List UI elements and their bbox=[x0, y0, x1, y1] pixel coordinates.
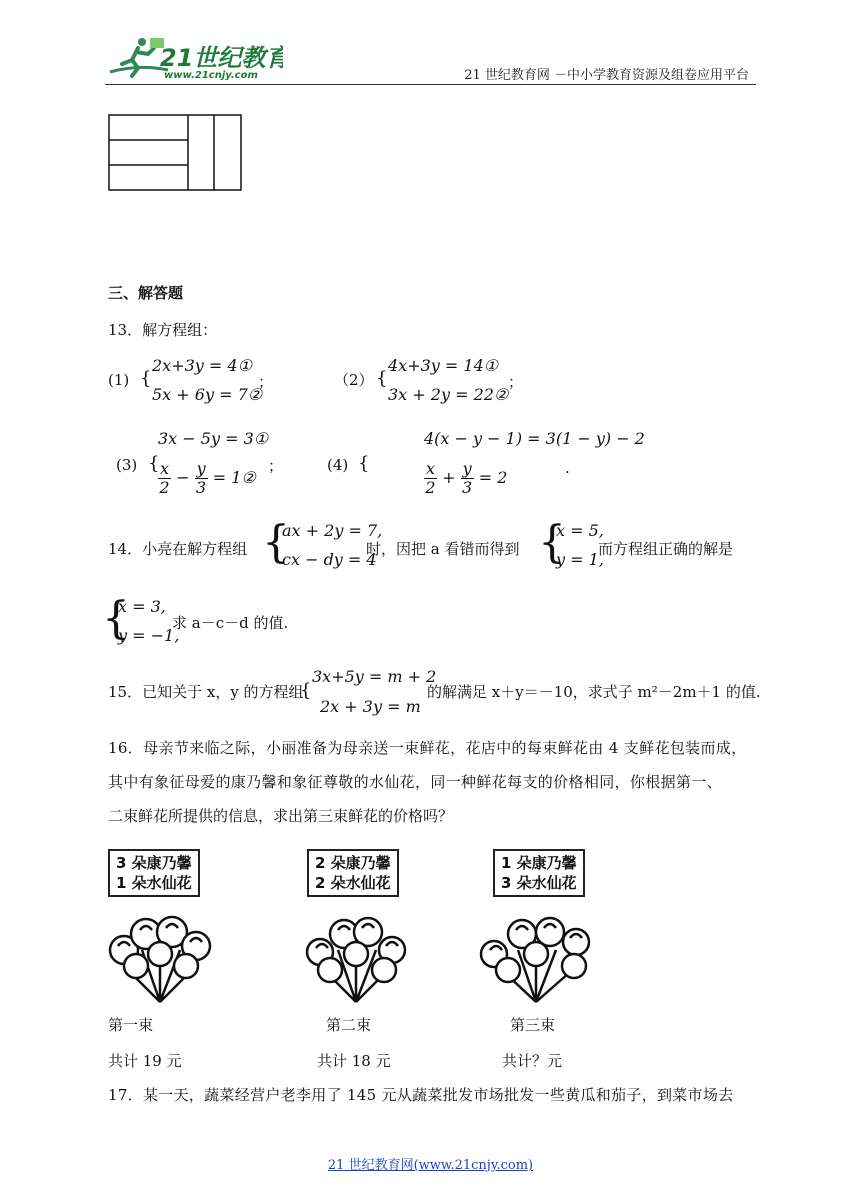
logo-sub-text: www.21cnjy.com bbox=[164, 70, 258, 80]
bouquet-3-flower-icon bbox=[474, 910, 598, 1008]
bouquet-1-name: 第一束 bbox=[108, 1016, 154, 1034]
q15-eq2: 2x + 3y = m bbox=[320, 697, 421, 716]
q13-p3-brace: { bbox=[148, 453, 160, 474]
q13-p4-brace: { bbox=[358, 453, 370, 474]
q13-p4-eq2-rhs: = 2 bbox=[478, 468, 508, 487]
q14-text-d: 求 a－c－d 的值. bbox=[172, 614, 289, 632]
grid-figure bbox=[108, 114, 242, 196]
section-title: 三、解答题 bbox=[108, 284, 184, 302]
q16-line-3: 二束鲜花所提供的信息，求出第三束鲜花的价格吗？ bbox=[108, 807, 454, 825]
q14-text-c: 而方程组正确的解是 bbox=[598, 540, 734, 558]
q13-p1-eq1: 2x+3y = 4① bbox=[152, 356, 252, 375]
q15-text-b: 的解满足 x＋y＝－10，求式子 m²－2m＋1 的值. bbox=[427, 683, 761, 701]
q13-p3-eq1: 3x − 5y = 3① bbox=[158, 429, 269, 448]
site-logo bbox=[108, 34, 283, 80]
q13-sep-1: ； bbox=[258, 373, 274, 391]
q13-p2-eq1: 4x+3y = 14① bbox=[388, 356, 499, 375]
q13-p4-eq2: $\frac{x}{2}$ + $\frac{y}{3}$ = 2 bbox=[425, 459, 508, 497]
q13-p3-label: (3) bbox=[116, 456, 138, 474]
q14-wrong-eq1: x = 5, bbox=[556, 521, 604, 540]
bouquet-2-line-1: 2 朵康乃馨 bbox=[315, 854, 391, 872]
q13-stem: 13．解方程组： bbox=[108, 321, 218, 339]
q16-line-2: 其中有象征母爱的康乃馨和象征尊敬的水仙花，同一种鲜花每支的价格相同，你根据第一、 bbox=[108, 773, 723, 791]
q13-p1-label: (1) bbox=[108, 371, 130, 389]
q14-sys-brace: { bbox=[262, 517, 290, 568]
header-tagline: 21 世纪教育网 －中小学教育资源及组卷应用平台 bbox=[464, 68, 749, 83]
q15-text-a: 15．已知关于 x，y 的方程组 bbox=[108, 683, 304, 701]
q14-text-a: 14．小亮在解方程组 bbox=[108, 540, 248, 558]
q13-end: . bbox=[565, 459, 570, 477]
bouquet-3-line-1: 1 朵康乃馨 bbox=[501, 854, 577, 872]
bouquet-3-name: 第三束 bbox=[510, 1016, 556, 1034]
bouquet-1-total: 共计 19 元 bbox=[108, 1052, 182, 1070]
logo-main-text: 21世纪教育 bbox=[160, 44, 283, 72]
bouquet-2-line-2: 2 朵水仙花 bbox=[315, 874, 391, 892]
q13-p1-eq2: 5x + 6y = 7② bbox=[152, 385, 263, 404]
q14-right-brace: { bbox=[102, 593, 130, 644]
header-rule bbox=[105, 84, 756, 85]
bouquet-1-line-2: 1 朵水仙花 bbox=[116, 874, 192, 892]
q13-p2-label: （2） bbox=[334, 371, 374, 389]
q14-right-eq1: x = 3, bbox=[118, 597, 166, 616]
q13-p3-eq2: $\frac{x}{2}$ − $\frac{y}{3}$ = 1② bbox=[159, 459, 256, 497]
bouquet-1-label-box bbox=[108, 849, 200, 897]
bouquet-3-line-2: 3 朵水仙花 bbox=[501, 874, 577, 892]
q16-line-1: 16．母亲节来临之际，小丽准备为母亲送一束鲜花，花店中的每束鲜花由 4 支鲜花包装而成， bbox=[108, 739, 747, 757]
bouquet-1-flower-icon bbox=[102, 910, 218, 1008]
runner-logo-icon bbox=[108, 34, 283, 80]
q13-sep-3: ； bbox=[268, 457, 284, 475]
q15-eq1: 3x+5y = m + 2 bbox=[312, 667, 437, 686]
q14-text-b: 时，因把 a 看错而得到 bbox=[366, 540, 520, 558]
footer-link[interactable]: 21 世纪教育网(www.21cnjy.com) bbox=[327, 1158, 534, 1173]
q13-p3-eq2-rhs: = 1② bbox=[212, 468, 256, 487]
bouquet-2-total: 共计 18 元 bbox=[317, 1052, 391, 1070]
q13-p2-eq2: 3x + 2y = 22② bbox=[388, 385, 509, 404]
q15-brace: { bbox=[300, 680, 312, 701]
q17-text: 17．某一天，蔬菜经营户老李用了 145 元从蔬菜批发市场批发一些黄瓜和茄子，到菜市场去 bbox=[108, 1086, 734, 1104]
q13-p4-label: (4) bbox=[327, 456, 349, 474]
q13-p4-eq1: 4(x − y − 1) = 3(1 − y) − 2 bbox=[424, 429, 645, 448]
q13-sep-2: ； bbox=[508, 373, 524, 391]
q14-wrong-brace: { bbox=[538, 517, 566, 568]
bouquet-2-name: 第二束 bbox=[326, 1016, 372, 1034]
bouquet-1-line-1: 3 朵康乃馨 bbox=[116, 854, 192, 872]
bouquet-3-total: 共计？元 bbox=[502, 1052, 563, 1070]
bouquet-2-label-box bbox=[307, 849, 399, 897]
q13-p1-brace: { bbox=[140, 368, 152, 389]
q13-p2-brace: { bbox=[376, 368, 388, 389]
q14-wrong-eq2: y = 1, bbox=[556, 550, 604, 569]
q14-right-eq2: y = −1, bbox=[118, 626, 180, 645]
bouquet-2-flower-icon bbox=[298, 910, 414, 1008]
q14-sys-eq1: ax + 2y = 7, bbox=[282, 521, 383, 540]
q14-sys-eq2: cx − dy = 4 bbox=[282, 550, 377, 569]
bouquet-3-label-box bbox=[493, 849, 585, 897]
